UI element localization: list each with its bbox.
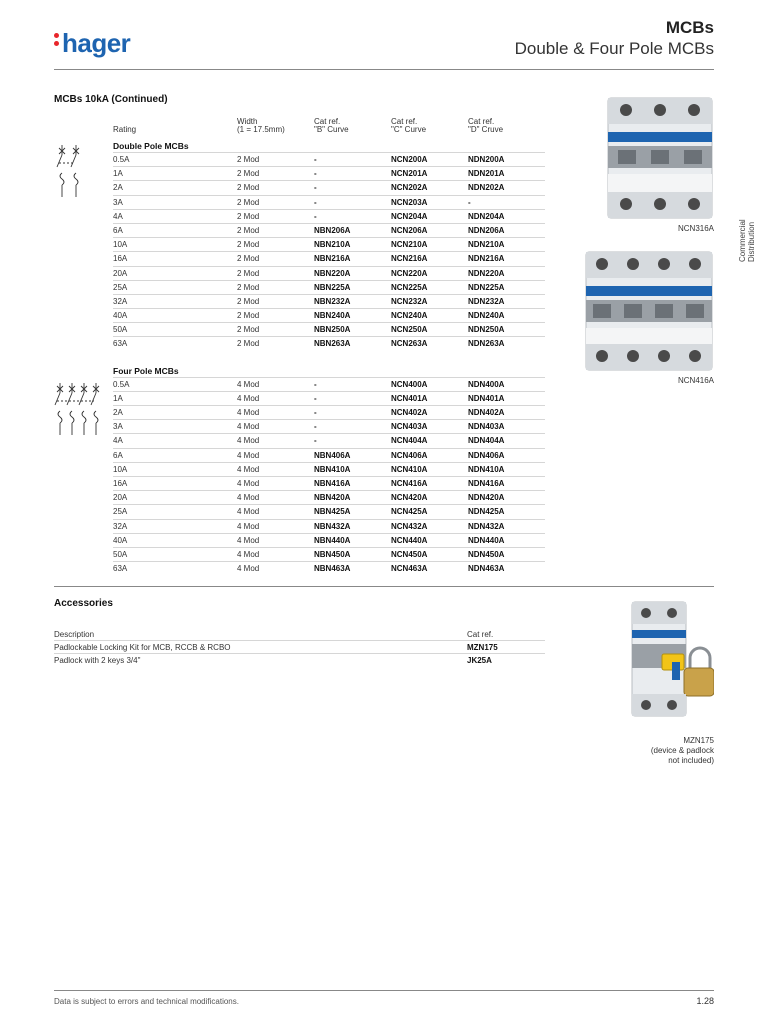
cell-width: 4 Mod <box>237 478 260 488</box>
cell-width: 4 Mod <box>237 507 260 517</box>
table-row <box>113 294 545 308</box>
cell-rating: 0.5A <box>113 155 130 164</box>
cell-width: 4 Mod <box>237 564 260 574</box>
cell-d-curve-ref: NDN263A <box>468 339 505 349</box>
cell-rating: 20A <box>113 493 128 503</box>
cell-width: 4 Mod <box>237 549 260 559</box>
cell-b-curve-ref: NBN232A <box>314 296 351 306</box>
cell-c-curve-ref: NCN263A <box>391 339 428 349</box>
accessory-row <box>54 653 545 666</box>
cell-d-curve-ref: NDN220A <box>468 268 505 278</box>
cell-c-curve-ref: NCN201A <box>391 169 428 179</box>
cell-c-curve-ref: NCN410A <box>391 464 428 474</box>
col-header-rating: Rating <box>113 125 137 134</box>
table-row <box>113 308 545 322</box>
cell-b-curve-ref: NBN216A <box>314 254 351 264</box>
cell-b-curve-ref: - <box>314 155 317 164</box>
accessories-title: Accessories <box>54 598 113 609</box>
ncn416a-caption: NCN416A <box>677 376 714 385</box>
page-title: MCBs <box>665 18 714 37</box>
cell-c-curve-ref: NCN402A <box>391 408 428 417</box>
ncn416a-product-image <box>584 250 714 372</box>
cell-c-curve-ref: NCN203A <box>391 197 428 207</box>
cell-rating: 6A <box>113 450 123 460</box>
cell-b-curve-ref: NBN406A <box>314 450 351 460</box>
cell-c-curve-ref: NCN216A <box>391 254 428 264</box>
col-header-width: Width (1 = 17.5mm) <box>237 117 285 134</box>
cell-rating: 2A <box>113 408 123 417</box>
cell-c-curve-ref: NCN232A <box>391 296 428 306</box>
accessory-cat-ref: JK25A <box>467 656 492 665</box>
cell-width: 2 Mod <box>237 296 260 306</box>
table-row <box>113 462 545 476</box>
ncn316a-caption: NCN316A <box>677 224 714 233</box>
col-header-d-curve: Cat ref. "D" Cruve <box>468 117 504 134</box>
cell-b-curve-ref: - <box>314 436 317 446</box>
cell-width: 4 Mod <box>237 422 260 432</box>
cell-c-curve-ref: NCN420A <box>391 493 428 503</box>
table-row <box>113 490 545 504</box>
cell-d-curve-ref: NDN420A <box>468 493 505 503</box>
table-row <box>113 237 545 251</box>
cell-rating: 25A <box>113 282 128 292</box>
side-section-label: Commercial Distribution <box>738 219 756 262</box>
logo-text: hager <box>62 28 131 58</box>
cell-c-curve-ref: NCN450A <box>391 549 428 559</box>
table-row <box>113 152 545 166</box>
cell-b-curve-ref: NBN206A <box>314 225 351 235</box>
cell-width: 2 Mod <box>237 254 260 264</box>
cell-c-curve-ref: NCN404A <box>391 436 428 446</box>
accessory-row <box>54 640 545 653</box>
table-row <box>113 336 545 350</box>
double-pole-title: Double Pole MCBs <box>113 141 189 151</box>
mzn175-caption: MZN175 (device & padlock not included) <box>650 736 714 765</box>
cell-width: 2 Mod <box>237 197 260 207</box>
cell-b-curve-ref: NBN450A <box>314 549 351 559</box>
cell-rating: 4A <box>113 436 123 446</box>
cell-width: 4 Mod <box>237 464 260 474</box>
cell-c-curve-ref: NCN210A <box>391 240 428 250</box>
cell-c-curve-ref: NCN220A <box>391 268 428 278</box>
cell-d-curve-ref: NDN400A <box>468 379 505 389</box>
table-row <box>113 547 545 561</box>
cell-b-curve-ref: - <box>314 183 317 193</box>
cell-rating: 1A <box>113 169 123 179</box>
table-row <box>113 223 545 237</box>
table-row <box>113 476 545 490</box>
cell-c-curve-ref: NCN206A <box>391 225 428 235</box>
cell-b-curve-ref: NBN210A <box>314 240 351 250</box>
cell-b-curve-ref: NBN432A <box>314 521 351 531</box>
cell-c-curve-ref: NCN400A <box>391 379 428 389</box>
cell-rating: 40A <box>113 535 128 545</box>
four-pole-rows <box>113 377 545 576</box>
cell-d-curve-ref: NDN232A <box>468 296 505 306</box>
cell-b-curve-ref: - <box>314 393 317 403</box>
footer-divider <box>54 990 714 991</box>
acc-header-description: Description <box>54 630 95 639</box>
cell-width: 4 Mod <box>237 521 260 531</box>
cell-rating: 10A <box>113 240 128 250</box>
cell-b-curve-ref: NBN420A <box>314 493 351 503</box>
cell-d-curve-ref: NDN432A <box>468 521 505 531</box>
table-row <box>113 209 545 223</box>
table-row <box>113 266 545 280</box>
four-pole-title: Four Pole MCBs <box>113 365 179 376</box>
cell-b-curve-ref: NBN425A <box>314 507 351 517</box>
table-row <box>113 519 545 533</box>
page-number: 1.28 <box>696 996 714 1006</box>
cell-c-curve-ref: NCN401A <box>391 393 428 403</box>
cell-d-curve-ref: - <box>468 197 471 207</box>
table-row <box>113 195 545 209</box>
cell-d-curve-ref: NDN240A <box>468 311 505 321</box>
footer-disclaimer: Data is subject to errors and technical modifications. <box>54 997 239 1006</box>
cell-c-curve-ref: NCN432A <box>391 521 428 531</box>
mcb-table-header <box>113 118 545 140</box>
accessory-description: Padlock with 2 keys 3/4" <box>54 656 141 665</box>
cell-width: 2 Mod <box>237 225 260 235</box>
col-header-b-curve: Cat ref. "B" Curve <box>314 117 349 134</box>
mcb-section-title: MCBs 10kA (Continued) <box>54 94 168 105</box>
cell-b-curve-ref: NBN263A <box>314 339 351 349</box>
cell-rating: 4A <box>113 211 123 221</box>
cell-width: 4 Mod <box>237 436 260 446</box>
cell-b-curve-ref: NBN220A <box>314 268 351 278</box>
cell-d-curve-ref: NDN450A <box>468 549 505 559</box>
cell-c-curve-ref: NCN250A <box>391 325 428 335</box>
table-row <box>113 405 545 419</box>
cell-d-curve-ref: NDN210A <box>468 240 505 250</box>
cell-d-curve-ref: NDN225A <box>468 282 505 292</box>
accessory-description: Padlockable Locking Kit for MCB, RCCB & RCBO <box>54 643 231 652</box>
cell-rating: 20A <box>113 268 128 278</box>
accessory-cat-ref: MZN175 <box>467 643 498 652</box>
cell-c-curve-ref: NCN200A <box>391 155 428 164</box>
ncn316a-product-image <box>606 96 714 220</box>
cell-c-curve-ref: NCN240A <box>391 311 428 321</box>
cell-d-curve-ref: NDN403A <box>468 422 505 432</box>
cell-width: 4 Mod <box>237 393 260 403</box>
cell-rating: 50A <box>113 549 128 559</box>
table-row <box>113 448 545 462</box>
cell-d-curve-ref: NDN250A <box>468 325 505 335</box>
double-pole-rows <box>113 152 545 351</box>
col-header-c-curve: Cat ref. "C" Curve <box>391 117 427 134</box>
cell-width: 2 Mod <box>237 325 260 335</box>
cell-c-curve-ref: NCN204A <box>391 211 428 221</box>
cell-rating: 25A <box>113 507 128 517</box>
cell-d-curve-ref: NDN416A <box>468 478 505 488</box>
cell-d-curve-ref: NDN402A <box>468 408 505 417</box>
page-title-block <box>515 18 714 59</box>
cell-d-curve-ref: NDN206A <box>468 225 505 235</box>
cell-width: 2 Mod <box>237 339 260 349</box>
accessories-header <box>54 630 545 640</box>
cell-rating: 63A <box>113 339 128 349</box>
cell-rating: 50A <box>113 325 128 335</box>
cell-width: 2 Mod <box>237 183 260 193</box>
cell-c-curve-ref: NCN406A <box>391 450 428 460</box>
header-divider <box>54 69 714 70</box>
cell-width: 4 Mod <box>237 379 260 389</box>
double-pole-circuit-symbol <box>52 143 92 199</box>
cell-d-curve-ref: NDN401A <box>468 393 505 403</box>
cell-rating: 32A <box>113 521 128 531</box>
cell-c-curve-ref: NCN403A <box>391 422 428 432</box>
cell-rating: 3A <box>113 197 123 207</box>
cell-rating: 6A <box>113 225 123 235</box>
cell-rating: 40A <box>113 311 128 321</box>
cell-d-curve-ref: NDN440A <box>468 535 505 545</box>
table-row <box>113 377 545 391</box>
cell-width: 2 Mod <box>237 268 260 278</box>
cell-width: 4 Mod <box>237 450 260 460</box>
cell-d-curve-ref: NDN406A <box>468 450 505 460</box>
cell-rating: 3A <box>113 422 123 432</box>
table-row <box>113 166 545 180</box>
cell-c-curve-ref: NCN225A <box>391 282 428 292</box>
cell-b-curve-ref: - <box>314 422 317 432</box>
table-row <box>113 391 545 405</box>
cell-width: 2 Mod <box>237 211 260 221</box>
four-pole-circuit-symbol <box>52 381 108 437</box>
cell-width: 2 Mod <box>237 311 260 321</box>
cell-width: 2 Mod <box>237 240 260 250</box>
cell-rating: 16A <box>113 254 128 264</box>
table-row <box>113 433 545 447</box>
mcb-table <box>113 118 545 575</box>
cell-b-curve-ref: - <box>314 211 317 221</box>
cell-b-curve-ref: - <box>314 408 317 417</box>
cell-c-curve-ref: NCN416A <box>391 478 428 488</box>
cell-c-curve-ref: NCN463A <box>391 564 428 574</box>
table-row <box>113 561 545 575</box>
cell-b-curve-ref: NBN463A <box>314 564 351 574</box>
cell-d-curve-ref: NDN425A <box>468 507 505 517</box>
cell-d-curve-ref: NDN463A <box>468 564 505 574</box>
table-row <box>113 504 545 518</box>
cell-rating: 0.5A <box>113 379 130 389</box>
cell-b-curve-ref: NBN240A <box>314 311 351 321</box>
accessories-table <box>54 630 545 666</box>
table-row <box>113 251 545 265</box>
cell-b-curve-ref: NBN250A <box>314 325 351 335</box>
cell-d-curve-ref: NDN200A <box>468 155 505 164</box>
cell-width: 4 Mod <box>237 535 260 545</box>
cell-rating: 63A <box>113 564 128 574</box>
cell-d-curve-ref: NDN201A <box>468 169 505 179</box>
table-row <box>113 322 545 336</box>
table-row <box>113 180 545 194</box>
cell-b-curve-ref: NBN440A <box>314 535 351 545</box>
cell-rating: 16A <box>113 478 128 488</box>
cell-b-curve-ref: NBN225A <box>314 282 351 292</box>
acc-header-cat-ref: Cat ref. <box>467 630 494 639</box>
cell-b-curve-ref: NBN416A <box>314 478 351 488</box>
cell-rating: 32A <box>113 296 128 306</box>
page-subtitle: Double & Four Pole MCBs <box>514 39 714 58</box>
table-row <box>113 280 545 294</box>
accessories-rows <box>54 640 545 666</box>
table-row <box>113 533 545 547</box>
cell-width: 2 Mod <box>237 169 260 179</box>
cell-d-curve-ref: NDN216A <box>468 254 505 264</box>
cell-d-curve-ref: NDN410A <box>468 464 505 474</box>
cell-width: 2 Mod <box>237 282 260 292</box>
cell-c-curve-ref: NCN202A <box>391 183 428 193</box>
cell-d-curve-ref: NDN404A <box>468 436 505 446</box>
logo-dots <box>54 30 60 49</box>
cell-rating: 10A <box>113 464 128 474</box>
cell-rating: 2A <box>113 183 123 193</box>
cell-d-curve-ref: NDN202A <box>468 183 505 193</box>
cell-c-curve-ref: NCN425A <box>391 507 428 517</box>
mzn175-product-image <box>628 598 714 720</box>
cell-width: 4 Mod <box>237 408 260 417</box>
table-row <box>113 419 545 433</box>
cell-width: 2 Mod <box>237 155 260 164</box>
cell-d-curve-ref: NDN204A <box>468 211 505 221</box>
cell-b-curve-ref: - <box>314 197 317 207</box>
cell-width: 4 Mod <box>237 493 260 503</box>
hager-logo <box>54 28 130 59</box>
cell-b-curve-ref: - <box>314 379 317 389</box>
cell-c-curve-ref: NCN440A <box>391 535 428 545</box>
section-divider <box>54 586 714 587</box>
cell-b-curve-ref: NBN410A <box>314 464 351 474</box>
cell-rating: 1A <box>113 393 123 403</box>
cell-b-curve-ref: - <box>314 169 317 179</box>
